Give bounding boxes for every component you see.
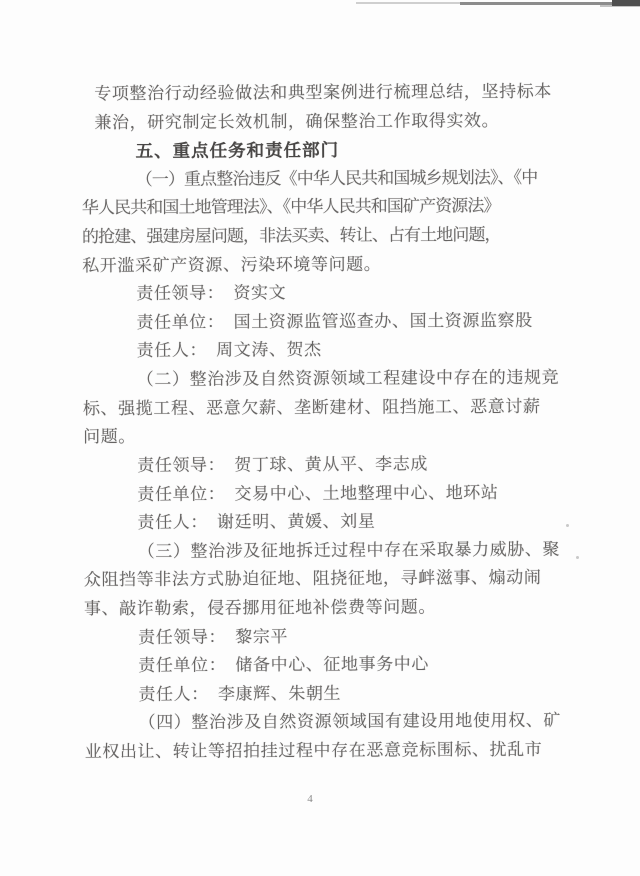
scan-speck — [576, 556, 579, 559]
doc-line: 私开滥采矿产资源、污染环境等问题。 — [82, 254, 382, 275]
scan-artifact-top-streak-dark — [460, 2, 618, 5]
section-5-heading: 五、重点任务和责任部门 — [135, 140, 340, 162]
responsible-leader-1: 责任领导： 资实文 — [136, 283, 287, 304]
doc-line: 众阻挡等非法方式胁迫征地、阻挠征地，寻衅滋事、煽动闹 — [83, 568, 542, 590]
text-block — [81, 78, 563, 767]
item-1-line: （一）重点整治违反《中华人民共和国城乡规划法》、《中 — [135, 167, 538, 189]
doc-line: 兼治，研究制定长效机制，确保整治工作取得实效。 — [94, 110, 500, 132]
item-2-line: （二）整治涉及自然资源领域工程建设中存在的违规竞 — [136, 367, 560, 390]
item-4-line: （四）整治涉及自然资源领域国有建设用地使用权、矿 — [138, 711, 562, 733]
scan-speck — [566, 524, 569, 527]
doc-line: 标、强揽工程、恶意欠薪、垄断建材、阻挡施工、恶意讨薪 — [82, 396, 541, 418]
doc-line: 事、敲诈勒索，侵吞挪用征地补偿费等问题。 — [83, 597, 437, 619]
doc-line: 专项整治行动经验做法和典型案例进行梳理总结，坚持标本 — [94, 81, 552, 104]
doc-line: 问题。 — [83, 427, 136, 447]
item-3-line: （三）整治涉及征地拆迁过程中存在采取暴力威胁、聚 — [137, 539, 561, 561]
page-number: 4 — [307, 793, 313, 805]
scan-artifact-corner-mark — [612, 0, 640, 6]
doc-line: 业权出让、转让等招拍挂过程中存在恶意竞标围标、扰乱市 — [84, 739, 543, 762]
responsible-person-1: 责任人： 周文涛、贺杰 — [136, 340, 322, 361]
responsible-person-3: 责任人： 李康辉、朱朝生 — [138, 683, 342, 704]
scan-artifact-top-streak-light — [356, 2, 462, 4]
doc-line: 华人民共和国土地管理法》、《中华人民共和国矿产资源法》 — [81, 196, 500, 218]
responsible-unit-1: 责任单位： 国土资源监管巡查办、国土资源监察股 — [136, 310, 533, 332]
responsible-leader-3: 责任领导： 黎宗平 — [138, 626, 289, 647]
responsible-unit-3: 责任单位： 储备中心、征地事务中心 — [138, 654, 430, 676]
doc-line: 的抢建、强建房屋问题，非法买卖、转让、占有土地问题， — [81, 225, 501, 247]
responsible-unit-2: 责任单位： 交易中心、土地整理中心、地环站 — [137, 482, 499, 504]
responsible-leader-2: 责任领导： 贺丁球、黄从平、李志成 — [137, 454, 428, 475]
responsible-person-2: 责任人： 谢廷明、黄媛、刘星 — [137, 511, 376, 533]
